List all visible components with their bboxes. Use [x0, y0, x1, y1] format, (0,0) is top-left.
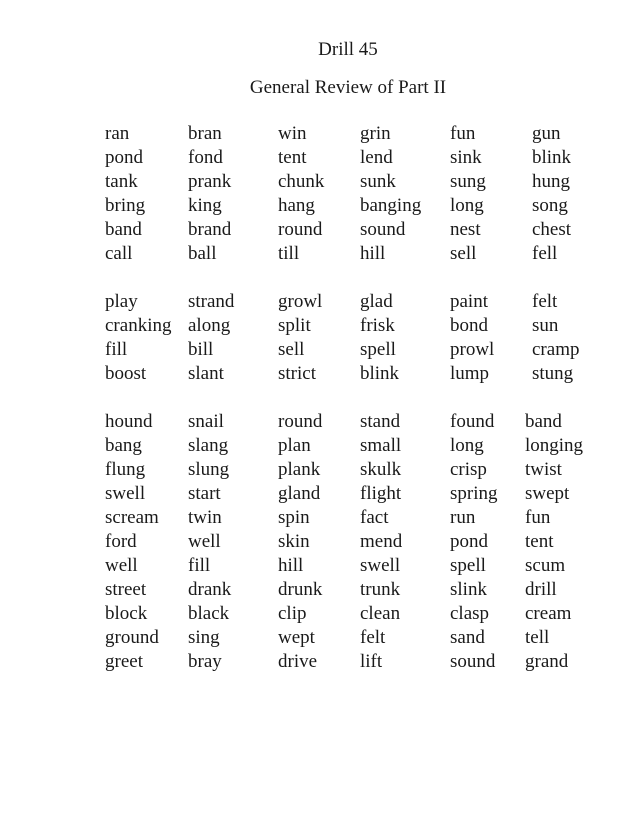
word-cell: fill — [105, 339, 128, 360]
word-cell: spell — [360, 339, 396, 360]
word-cell: gland — [278, 483, 321, 504]
word-cell: play — [105, 291, 138, 312]
drill-title: Drill 45 — [318, 39, 378, 60]
word-cell: trunk — [360, 579, 401, 600]
word-cell: greet — [105, 651, 143, 672]
word-cell: fun — [525, 507, 551, 528]
word-cell: chest — [532, 219, 572, 240]
word-cell: drill — [525, 579, 557, 600]
word-cell: strand — [188, 291, 235, 312]
word-cell: skulk — [360, 459, 402, 480]
word-cell: sell — [278, 339, 305, 360]
word-cell: slink — [450, 579, 487, 600]
word-cell: swell — [105, 483, 146, 504]
word-cell: round — [278, 411, 323, 432]
word-cell: sand — [450, 627, 485, 648]
word-cell: call — [105, 243, 133, 264]
word-cell: clean — [360, 603, 401, 624]
word-cell: well — [188, 531, 221, 552]
word-cell: slant — [188, 363, 224, 384]
word-cell: sound — [450, 651, 496, 672]
word-cell: boost — [105, 363, 147, 384]
word-cell: bang — [105, 435, 142, 456]
word-cell: king — [188, 195, 222, 216]
word-cell: hung — [532, 171, 570, 192]
word-cell: long — [450, 435, 484, 456]
word-cell: twist — [525, 459, 562, 480]
word-cell: longing — [525, 435, 584, 456]
word-cell: lend — [360, 147, 393, 168]
word-cell: glad — [360, 291, 393, 312]
word-cell: small — [360, 435, 402, 456]
word-cell: drank — [188, 579, 232, 600]
word-cell: twin — [188, 507, 222, 528]
word-cell: hound — [105, 411, 153, 432]
word-cell: prowl — [450, 339, 495, 360]
word-cell: ran — [105, 123, 130, 144]
word-cell: nest — [450, 219, 481, 240]
word-cell: bray — [188, 651, 222, 672]
word-cell: cream — [525, 603, 572, 624]
word-cell: scum — [525, 555, 566, 576]
word-cell: drive — [278, 651, 318, 672]
word-cell: sun — [532, 315, 559, 336]
word-cell: tent — [525, 531, 554, 552]
word-cell: plan — [278, 435, 311, 456]
word-cell: tell — [525, 627, 550, 648]
word-cell: fill — [188, 555, 211, 576]
word-cell: lift — [360, 651, 383, 672]
word-cell: frisk — [360, 315, 395, 336]
word-cell: hang — [278, 195, 315, 216]
word-cell: hill — [278, 555, 304, 576]
word-cell: clasp — [450, 603, 490, 624]
word-cell: stand — [360, 411, 401, 432]
word-cell: fell — [532, 243, 558, 264]
word-cell: gun — [532, 123, 561, 144]
word-cell: fun — [450, 123, 476, 144]
word-cell: swell — [360, 555, 401, 576]
word-cell: plank — [278, 459, 321, 480]
word-cell: blink — [360, 363, 400, 384]
word-cell: pond — [450, 531, 488, 552]
word-cell: street — [105, 579, 147, 600]
word-cell: ground — [105, 627, 159, 648]
word-cell: snail — [188, 411, 224, 432]
word-cell: crisp — [450, 459, 487, 480]
word-cell: growl — [278, 291, 323, 312]
word-cell: sung — [450, 171, 486, 192]
word-cell: banging — [360, 195, 422, 216]
word-cell: strict — [278, 363, 316, 384]
word-cell: prank — [188, 171, 232, 192]
word-cell: bring — [105, 195, 146, 216]
word-cell: blink — [532, 147, 572, 168]
word-cell: pond — [105, 147, 143, 168]
word-cell: flung — [105, 459, 146, 480]
word-cell: fact — [360, 507, 389, 528]
word-cell: band — [105, 219, 142, 240]
word-cell: tank — [105, 171, 138, 192]
word-cell: hill — [360, 243, 386, 264]
word-cell: block — [105, 603, 148, 624]
word-cell: bond — [450, 315, 488, 336]
word-cell: sink — [450, 147, 482, 168]
word-cell: start — [188, 483, 221, 504]
word-cell: sell — [450, 243, 477, 264]
word-cell: spring — [450, 483, 498, 504]
word-cell: sunk — [360, 171, 396, 192]
word-cell: ford — [105, 531, 137, 552]
word-cell: paint — [450, 291, 488, 312]
word-cell: drunk — [278, 579, 323, 600]
word-cell: bill — [188, 339, 214, 360]
word-cell: slung — [188, 459, 230, 480]
word-cell: spell — [450, 555, 486, 576]
word-cell: along — [188, 315, 231, 336]
word-cell: wept — [278, 627, 315, 648]
word-cell: long — [450, 195, 484, 216]
word-cell: fond — [188, 147, 223, 168]
word-cell: spin — [278, 507, 310, 528]
word-cell: ball — [188, 243, 217, 264]
word-cell: chunk — [278, 171, 325, 192]
word-cell: sound — [360, 219, 406, 240]
word-cell: split — [278, 315, 311, 336]
word-cell: sing — [188, 627, 220, 648]
word-cell: mend — [360, 531, 403, 552]
word-cell: win — [278, 123, 307, 144]
word-cell: brand — [188, 219, 232, 240]
word-cell: lump — [450, 363, 490, 384]
word-cell: tent — [278, 147, 307, 168]
word-cell: grin — [360, 123, 391, 144]
word-cell: black — [188, 603, 230, 624]
word-cell: cranking — [105, 315, 172, 336]
word-cell: round — [278, 219, 323, 240]
word-cell: band — [525, 411, 562, 432]
word-cell: well — [105, 555, 138, 576]
word-cell: found — [450, 411, 495, 432]
word-cell: skin — [278, 531, 310, 552]
drill-subtitle: General Review of Part II — [249, 77, 447, 98]
word-cell: till — [278, 243, 300, 264]
word-cell: cramp — [532, 339, 580, 360]
word-cell: swept — [525, 483, 570, 504]
word-cell: song — [532, 195, 568, 216]
word-cell: scream — [105, 507, 159, 528]
word-cell: run — [450, 507, 476, 528]
word-cell: felt — [532, 291, 558, 312]
word-cell: bran — [188, 123, 222, 144]
word-cell: stung — [532, 363, 574, 384]
word-cell: felt — [360, 627, 386, 648]
word-cell: slang — [188, 435, 229, 456]
word-cell: clip — [278, 603, 307, 624]
word-cell: flight — [360, 483, 402, 504]
word-cell: grand — [525, 651, 569, 672]
